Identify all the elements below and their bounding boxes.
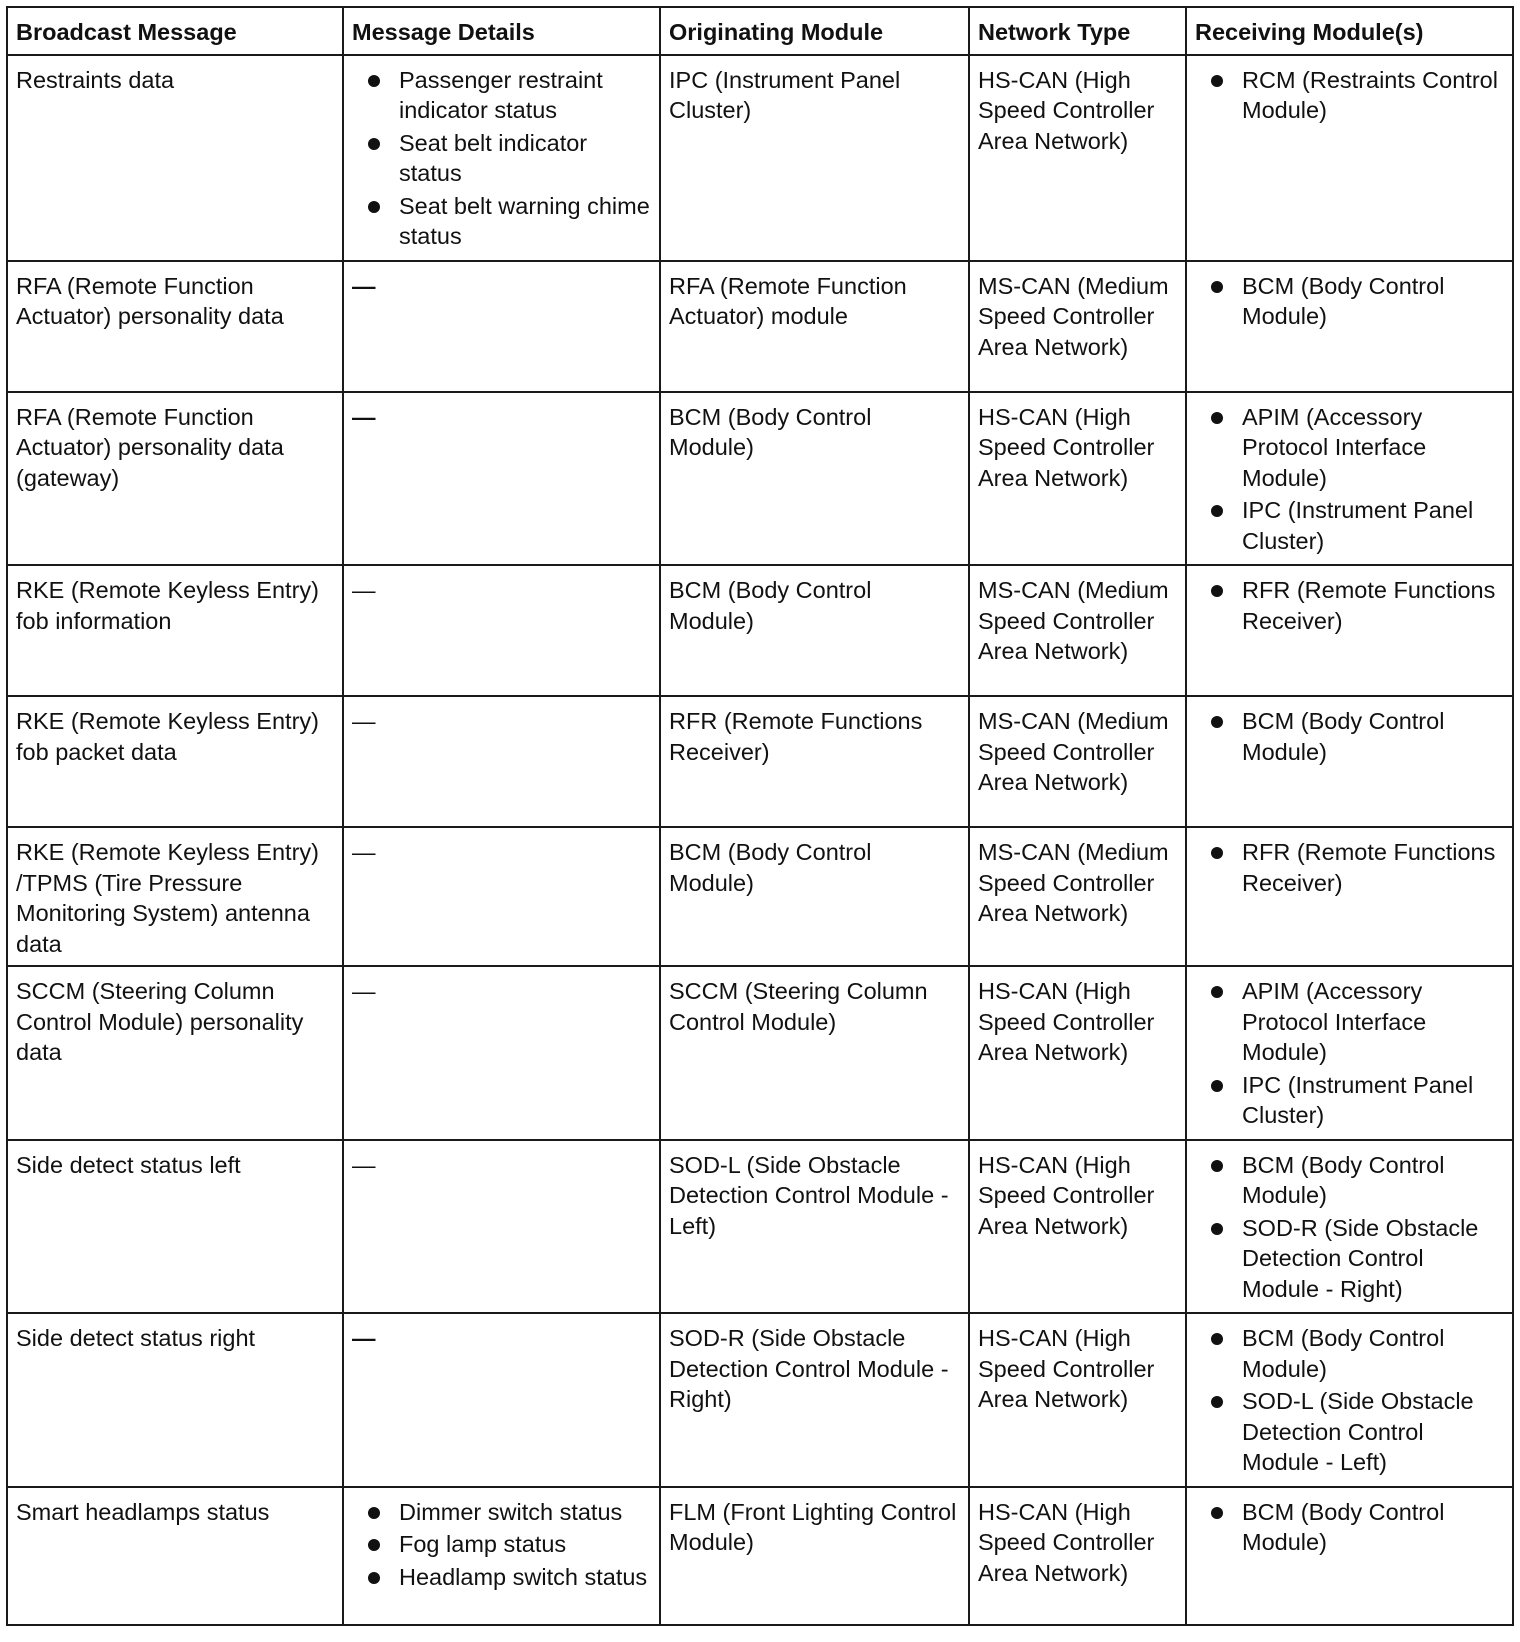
broadcast-message-cell: RFA (Remote Function Actuator) personality data (gateway) bbox=[7, 392, 343, 566]
no-details-dash: — bbox=[352, 708, 376, 734]
message-details-cell bbox=[343, 696, 660, 827]
message-details-cell bbox=[343, 55, 660, 261]
message-detail-item-list bbox=[352, 65, 651, 252]
broadcast-message-cell: SCCM (Steering Column Control Module) personality data bbox=[7, 966, 343, 1140]
receiving-modules-cell bbox=[1186, 696, 1513, 827]
receiving-module-item: RFR (Remote Functions Receiver) bbox=[1195, 575, 1504, 636]
receiving-module-item: BCM (Body Control Module) bbox=[1195, 706, 1504, 767]
originating-module-cell: BCM (Body Control Module) bbox=[660, 392, 969, 566]
broadcast-message-cell: RKE (Remote Keyless Entry) fob packet data bbox=[7, 696, 343, 827]
originating-module-cell: BCM (Body Control Module) bbox=[660, 827, 969, 966]
broadcast-message-cell: RFA (Remote Function Actuator) personality data bbox=[7, 261, 343, 392]
receiving-module-item: SOD-L (Side Obstacle Detection Control Module - Left) bbox=[1195, 1386, 1504, 1478]
originating-module-cell: SOD-R (Side Obstacle Detection Control Module - Right) bbox=[660, 1313, 969, 1487]
message-details-cell bbox=[343, 392, 660, 566]
receiving-module-item-list bbox=[1195, 976, 1504, 1131]
receiving-module-item-list bbox=[1195, 1323, 1504, 1478]
originating-module-cell: SOD-L (Side Obstacle Detection Control Module - Left) bbox=[660, 1140, 969, 1314]
receiving-module-item-list bbox=[1195, 1497, 1504, 1558]
header-row bbox=[7, 7, 1513, 55]
message-details-cell bbox=[343, 1487, 660, 1625]
network-type-cell: MS-CAN (Medium Speed Controller Area Network) bbox=[969, 261, 1186, 392]
message-detail-item: Headlamp switch status bbox=[352, 1562, 651, 1593]
header-originating-module: Originating Module bbox=[660, 7, 969, 55]
message-detail-item-list bbox=[352, 1497, 651, 1593]
table-row bbox=[7, 966, 1513, 1140]
message-details-cell bbox=[343, 565, 660, 696]
table-row bbox=[7, 1140, 1513, 1314]
network-type-cell: MS-CAN (Medium Speed Controller Area Network) bbox=[969, 827, 1186, 966]
header-message-details: Message Details bbox=[343, 7, 660, 55]
table-row bbox=[7, 827, 1513, 966]
receiving-modules-cell bbox=[1186, 55, 1513, 261]
no-details-dash: — bbox=[352, 403, 376, 430]
receiving-module-item: RFR (Remote Functions Receiver) bbox=[1195, 837, 1504, 898]
message-detail-item: Fog lamp status bbox=[352, 1529, 651, 1560]
receiving-module-item: RCM (Restraints Control Module) bbox=[1195, 65, 1504, 126]
message-details-cell bbox=[343, 1140, 660, 1314]
table-row bbox=[7, 261, 1513, 392]
receiving-modules-cell bbox=[1186, 827, 1513, 966]
no-details-dash: — bbox=[352, 978, 376, 1004]
message-detail-item: Passenger restraint indicator status bbox=[352, 65, 651, 126]
receiving-modules-cell bbox=[1186, 392, 1513, 566]
receiving-module-item: APIM (Accessory Protocol Interface Module) bbox=[1195, 976, 1504, 1068]
receiving-module-item: BCM (Body Control Module) bbox=[1195, 271, 1504, 332]
table-row bbox=[7, 696, 1513, 827]
receiving-module-item-list bbox=[1195, 271, 1504, 332]
no-details-dash: — bbox=[352, 1325, 376, 1351]
network-type-cell: HS-CAN (High Speed Controller Area Network) bbox=[969, 966, 1186, 1140]
broadcast-message-cell: RKE (Remote Keyless Entry) /TPMS (Tire Pressure Monitoring System) antenna data bbox=[7, 827, 343, 966]
receiving-module-item-list bbox=[1195, 1150, 1504, 1305]
message-detail-item: Seat belt indicator status bbox=[352, 128, 651, 189]
receiving-modules-cell bbox=[1186, 1487, 1513, 1625]
receiving-modules-cell bbox=[1186, 261, 1513, 392]
header-broadcast-message: Broadcast Message bbox=[7, 7, 343, 55]
originating-module-cell: FLM (Front Lighting Control Module) bbox=[660, 1487, 969, 1625]
table-row bbox=[7, 1487, 1513, 1625]
receiving-module-item: SOD-R (Side Obstacle Detection Control Module - Right) bbox=[1195, 1213, 1504, 1305]
broadcast-message-cell: Side detect status right bbox=[7, 1313, 343, 1487]
network-type-cell: HS-CAN (High Speed Controller Area Network) bbox=[969, 55, 1186, 261]
no-details-dash: — bbox=[352, 577, 376, 603]
broadcast-message-table bbox=[6, 6, 1514, 1626]
receiving-module-item-list bbox=[1195, 575, 1504, 636]
broadcast-message-cell: Restraints data bbox=[7, 55, 343, 261]
receiving-modules-cell bbox=[1186, 966, 1513, 1140]
receiving-module-item-list bbox=[1195, 65, 1504, 126]
receiving-module-item: IPC (Instrument Panel Cluster) bbox=[1195, 495, 1504, 556]
network-type-cell: MS-CAN (Medium Speed Controller Area Network) bbox=[969, 565, 1186, 696]
receiving-modules-cell bbox=[1186, 1140, 1513, 1314]
receiving-module-item-list bbox=[1195, 402, 1504, 557]
table-body bbox=[7, 55, 1513, 1625]
message-detail-item: Seat belt warning chime status bbox=[352, 191, 651, 252]
table-row bbox=[7, 392, 1513, 566]
receiving-module-item-list bbox=[1195, 837, 1504, 898]
message-details-cell bbox=[343, 1313, 660, 1487]
network-type-cell: MS-CAN (Medium Speed Controller Area Network) bbox=[969, 696, 1186, 827]
receiving-modules-cell bbox=[1186, 1313, 1513, 1487]
originating-module-cell: RFA (Remote Function Actuator) module bbox=[660, 261, 969, 392]
network-type-cell: HS-CAN (High Speed Controller Area Network) bbox=[969, 1487, 1186, 1625]
message-detail-item: Dimmer switch status bbox=[352, 1497, 651, 1528]
originating-module-cell: IPC (Instrument Panel Cluster) bbox=[660, 55, 969, 261]
table-row bbox=[7, 565, 1513, 696]
receiving-modules-cell bbox=[1186, 565, 1513, 696]
message-details-cell bbox=[343, 261, 660, 392]
broadcast-message-cell: Smart headlamps status bbox=[7, 1487, 343, 1625]
originating-module-cell: SCCM (Steering Column Control Module) bbox=[660, 966, 969, 1140]
receiving-module-item: BCM (Body Control Module) bbox=[1195, 1150, 1504, 1211]
receiving-module-item: IPC (Instrument Panel Cluster) bbox=[1195, 1070, 1504, 1131]
no-details-dash: — bbox=[352, 1151, 376, 1178]
table-header bbox=[7, 7, 1513, 55]
table-row bbox=[7, 55, 1513, 261]
network-type-cell: HS-CAN (High Speed Controller Area Network) bbox=[969, 1313, 1186, 1487]
broadcast-message-cell: Side detect status left bbox=[7, 1140, 343, 1314]
no-details-dash: — bbox=[352, 272, 376, 299]
message-details-cell bbox=[343, 827, 660, 966]
table-row bbox=[7, 1313, 1513, 1487]
header-network-type: Network Type bbox=[969, 7, 1186, 55]
broadcast-message-cell: RKE (Remote Keyless Entry) fob information bbox=[7, 565, 343, 696]
network-type-cell: HS-CAN (High Speed Controller Area Network) bbox=[969, 392, 1186, 566]
message-details-cell bbox=[343, 966, 660, 1140]
receiving-module-item: BCM (Body Control Module) bbox=[1195, 1497, 1504, 1558]
originating-module-cell: RFR (Remote Functions Receiver) bbox=[660, 696, 969, 827]
broadcast-message-sheet bbox=[6, 6, 1512, 1626]
header-receiving-modules: Receiving Module(s) bbox=[1186, 7, 1513, 55]
originating-module-cell: BCM (Body Control Module) bbox=[660, 565, 969, 696]
receiving-module-item: BCM (Body Control Module) bbox=[1195, 1323, 1504, 1384]
network-type-cell: HS-CAN (High Speed Controller Area Network) bbox=[969, 1140, 1186, 1314]
no-details-dash: — bbox=[352, 839, 376, 865]
receiving-module-item-list bbox=[1195, 706, 1504, 767]
receiving-module-item: APIM (Accessory Protocol Interface Module) bbox=[1195, 402, 1504, 494]
